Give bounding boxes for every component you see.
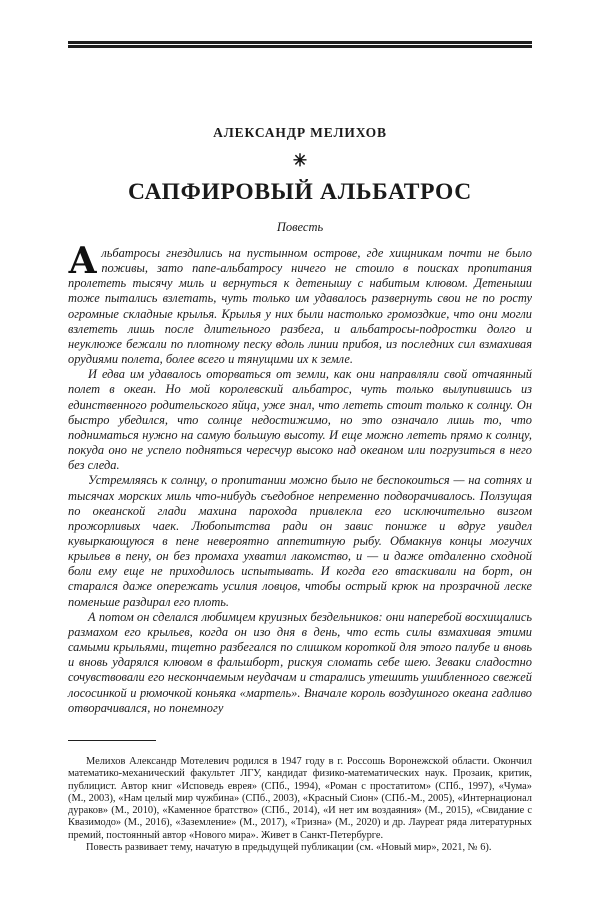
work-genre-subtitle: Повесть xyxy=(276,219,324,234)
body-paragraph: Устремляясь к солнцу, о пропитании можно было не беспокоиться — на сотнях и тысячах морских миль что-нибудь съедобное непременно подворачивалось. Ползущая по океанской глади махина парохода привлекла его исключительно визгом прожорливых чаек. Любопытства ради он завис пониже и вдруг увидел кувыркающуюся в пене невероятно аппетитную рыбу. Обмакнув концы могучих крыльев в пену, он без промаха ухватил лакомство, и — и даже отдаленно сходной боли ему еще не приходилось испытывать. И когда его втаскивали на борт, он старался даже опережать усилия ловцов, чтобы острый крюк на прозрачной леске поменьше раздирал его плоть. xyxy=(68,473,532,609)
footnote-separator-rule xyxy=(68,740,156,741)
footnote-paragraph: Повесть развивает тему, начатую в предыдущей публикации (см. «Новый мир», 2021, № 6). xyxy=(86,842,492,854)
author-name: АЛЕКСАНДР МЕЛИХОВ xyxy=(213,125,387,140)
masthead xyxy=(68,126,532,235)
body-paragraph: И едва им удавалось оторваться от земли, как они направляли свой отчаянный полет в океан. Но мой королевский альбатрос, чуть только вылупившись из единственного родительского яйца, уже знал, что лететь стоит только к солнцу. Он быстро убедился, что солнце недостижимо, но это означало лишь то, что подниматься нужно на самую большую высоту. И еще можно лететь прямо к солнцу, покуда оно не успело подняться чересчур высоко над океаном или погрузиться в него без следа. xyxy=(68,367,532,473)
rule-bar-thin xyxy=(68,45,532,48)
asterisk-separator-icon: ✳ xyxy=(292,150,308,170)
top-ornamental-rule xyxy=(68,41,532,48)
body-paragraph: А потом он сделался любимцем круизных бездельников: они наперебой восхищались размахом его крыльев, когда он изо дня в день, что есть силы взмахивая этими самыми крыльями, тщетно разбегался по слишком короткой для этого палубе и вновь и вновь ударялся клювом в фальшборт, рискуя сломать себе шею. Зеваки сладостно сочувствовали его нескончаемым неудачам и старались утешить ушибленного свежей лососинкой и рюмочкой коньяка «мартель». Вначале король воздушного океана гадливо отворачивался, но понемногу xyxy=(68,609,532,715)
page-title: САПФИРОВЫЙ АЛЬБАТРОС xyxy=(128,178,472,205)
story-body xyxy=(68,240,532,716)
body-paragraph-text: льбатросы гнездились на пустынном острове, где хищникам почти не было поживы, зато папе-альбатросу ничего не стоило в поисках пропитания пролететь тысячу миль и вернуться к детенышу с набитым клювом. Детеныши тоже пытались взлетать, чуть только им удавалось развернуть свои не по росту огромные складные крылья. Крылья у них были настолько громоздкие, что они могли взлететь лишь после длительного разбега, и альбатросы-подростки долго и неуклюже бежали по плотному песку вдоль линии прибоя, из последних сил взмахивая орудиями полета, более всего и тянущими их к земле. xyxy=(68,246,532,367)
body-paragraph xyxy=(68,240,532,367)
footnote-block xyxy=(68,756,532,854)
footnote-paragraph: Мелихов Александр Мотелевич родился в 1947 году в г. Россошь Воронежской области. Окончил математико-механический факультет ЛГУ, кандидат физико-математических наук. Прозаик, критик, публицист. Автор книг «Исповедь еврея» (СПб., 1994), «Роман с простатитом» (СПб., 1997), «Чума» (М., 2003), «Нам целый мир чужбина» (СПб., 2003), «Красный Сион» (СПб.-М., 2005), «Интернационал дураков» (М., 2010), «Каменное братство» (СПб., 2014), «И нет им воздаяния» (М., 2015), «Свидание с Квазимодо» (М., 2016), «Заземление» (М., 2017), «Тризна» (М., 2020) и др. Лауреат ряда литературных премий, постоянный автор «Нового мира». Живет в Санкт-Петербурге. xyxy=(68,756,532,841)
drop-cap: А xyxy=(68,240,98,282)
